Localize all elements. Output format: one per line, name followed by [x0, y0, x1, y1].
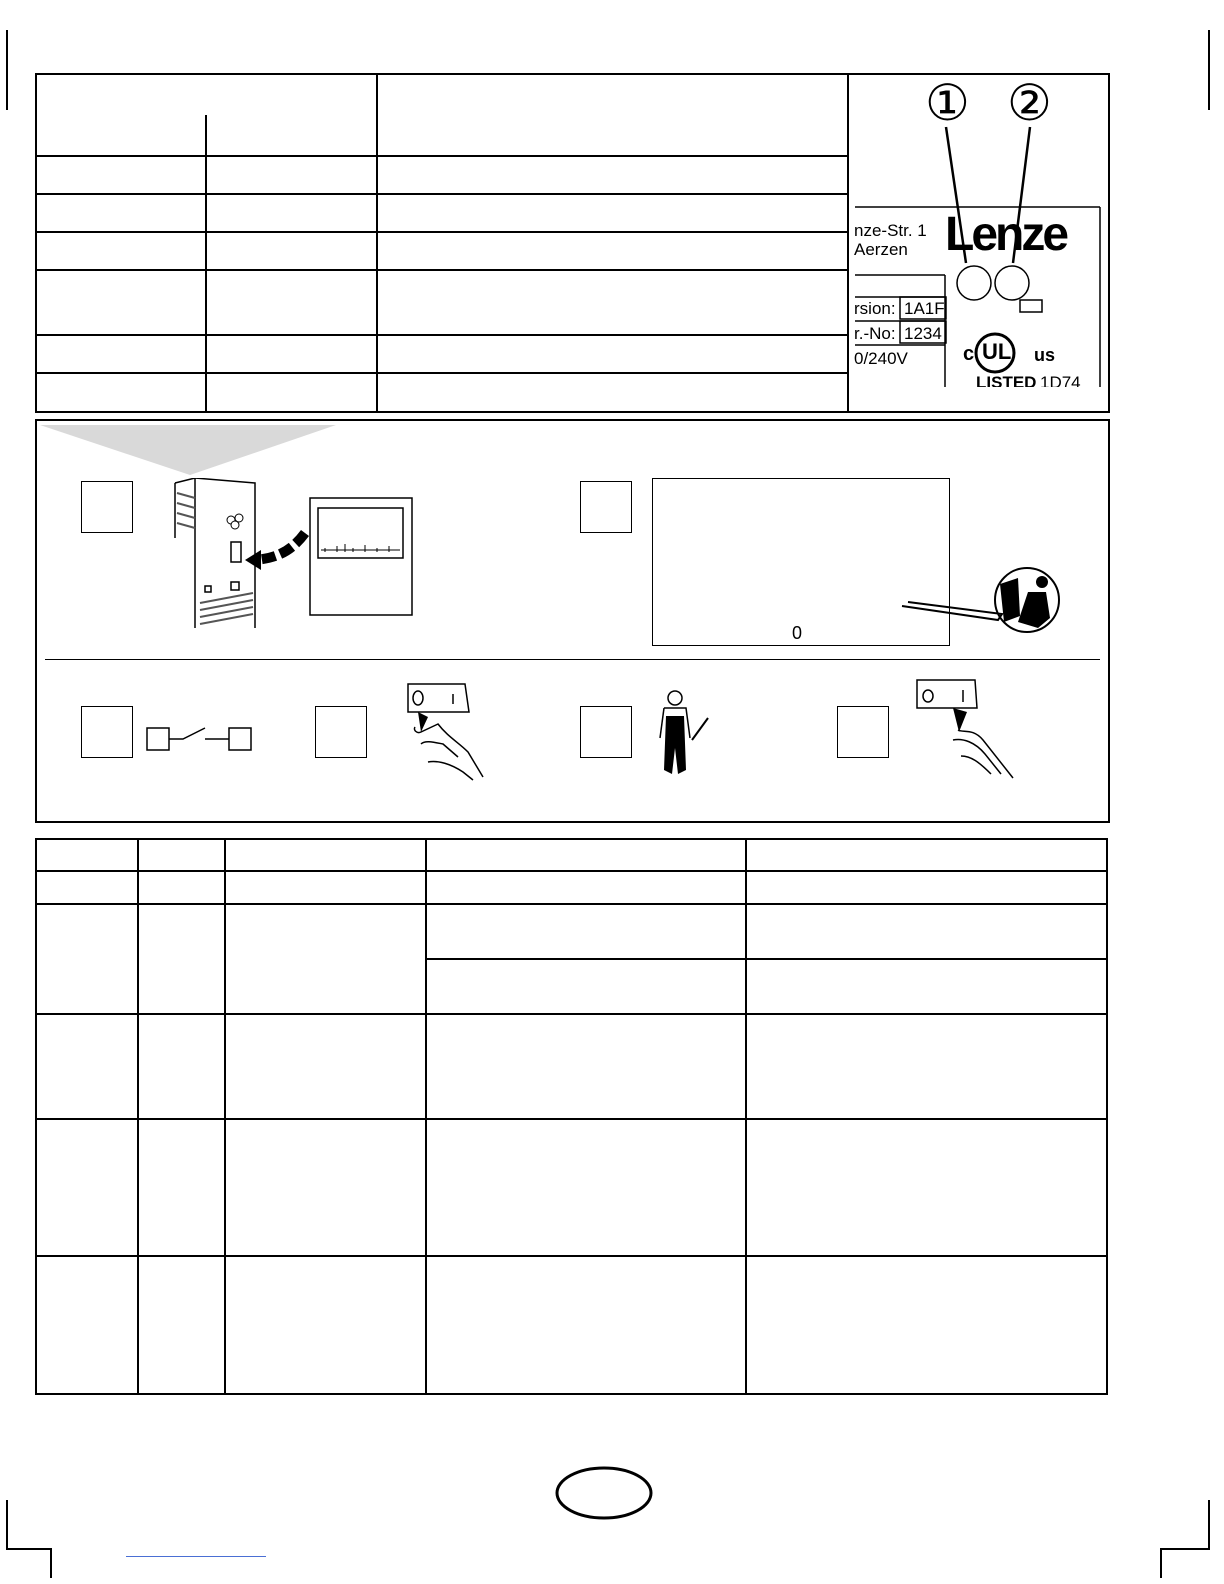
display-value: 0	[792, 623, 803, 643]
steps-divider	[45, 659, 1100, 660]
top-table-grid	[35, 73, 850, 411]
shade-wedge	[40, 423, 340, 478]
version-value: 1A1F	[904, 299, 945, 318]
step-box-5	[580, 706, 632, 758]
circle-marker-1: ①	[925, 75, 970, 131]
step-box-1	[81, 481, 133, 533]
brand-logo: Lenze	[945, 208, 1067, 261]
ul-logo: UL	[982, 339, 1012, 364]
listed-code: 1D74	[1040, 373, 1081, 387]
crop-mark	[6, 1500, 8, 1550]
address-line-1: nze-Str. 1	[854, 221, 927, 240]
crop-mark	[1160, 1548, 1210, 1550]
crop-mark	[1208, 30, 1210, 110]
ul-us-mark: us	[1034, 345, 1056, 365]
device-illustration	[165, 478, 420, 633]
voltage-text: 0/240V	[854, 349, 908, 368]
step-box-6	[837, 706, 889, 758]
listed-text: LISTED	[976, 373, 1037, 387]
serial-label: r.-No:	[854, 324, 896, 343]
power-switch-icon	[403, 682, 493, 782]
bottom-table	[35, 838, 1109, 1398]
ul-c-mark: c	[963, 343, 975, 365]
step-box-2	[580, 481, 632, 533]
contact-switch-icon	[145, 724, 255, 754]
circle-marker-2: ②	[1007, 75, 1052, 131]
version-label: rsion:	[854, 299, 896, 318]
address-line-2: Aerzen	[854, 240, 908, 259]
reader-icon	[900, 562, 1065, 637]
step-box-3	[81, 706, 133, 758]
power-switch-icon-2	[913, 678, 1023, 782]
underline-link-line	[126, 1556, 266, 1557]
crop-mark	[1208, 1500, 1210, 1550]
technician-icon	[650, 690, 720, 776]
crop-mark	[6, 30, 8, 110]
page-number-oval	[553, 1464, 655, 1524]
serial-value: 1234	[904, 324, 942, 343]
crop-mark	[6, 1548, 50, 1550]
rating-plate	[850, 75, 1104, 387]
crop-mark	[1160, 1548, 1162, 1578]
step-box-4	[315, 706, 367, 758]
crop-mark	[50, 1548, 52, 1578]
